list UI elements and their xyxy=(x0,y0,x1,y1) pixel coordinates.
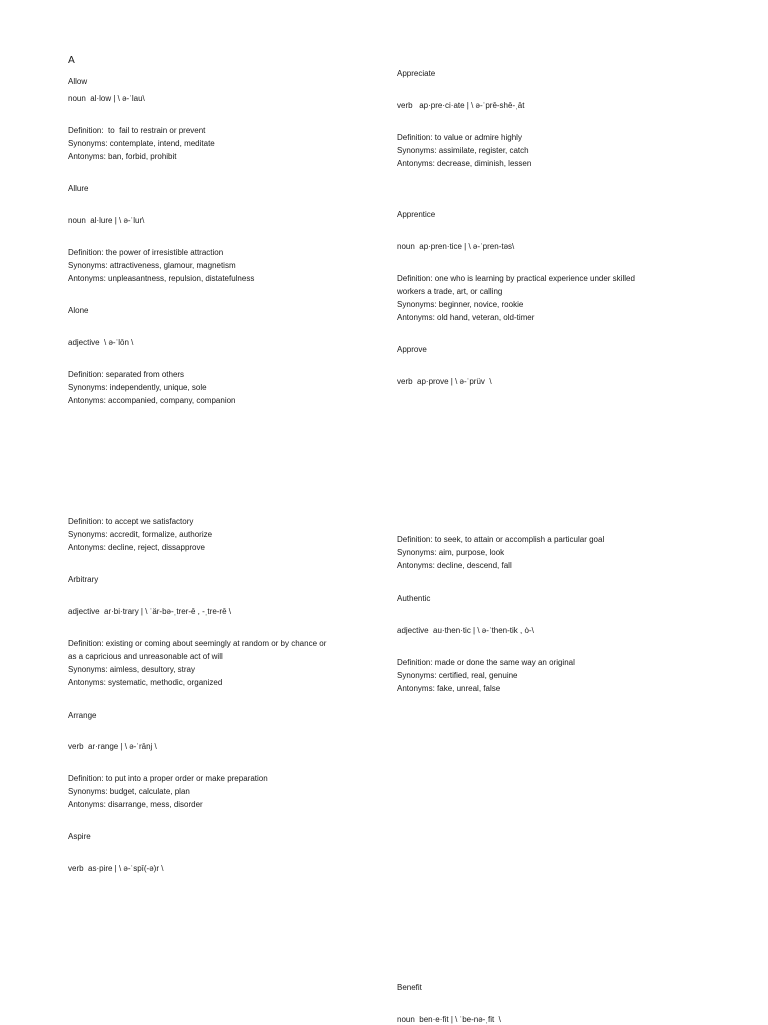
antonyms: Antonyms: accompanied, company, companion xyxy=(68,396,236,405)
headword: Approve xyxy=(397,345,427,354)
synonyms: Synonyms: budget, calculate, plan xyxy=(68,787,190,796)
synonyms: Synonyms: aimless, desultory, stray xyxy=(68,665,196,674)
definition: Definition: to value or admire highly xyxy=(397,133,522,142)
antonyms: Antonyms: decline, reject, dissapprove xyxy=(68,543,205,552)
pronunciation: noun ap·pren·tice | \ ə-ˈpren-təs\ xyxy=(397,242,515,251)
definition: Definition: the power of irresistible attraction xyxy=(68,248,224,257)
definition: Definition: made or done the same way an original xyxy=(397,658,575,667)
headword: Alone xyxy=(68,306,89,315)
headword: Authentic xyxy=(397,594,431,603)
pronunciation: noun al·lure | \ ə-ˈlur\ xyxy=(68,216,145,225)
antonyms: Antonyms: systematic, methodic, organized xyxy=(68,678,223,687)
antonyms: Antonyms: disarrange, mess, disorder xyxy=(68,800,203,809)
synonyms: Synonyms: independently, unique, sole xyxy=(68,383,207,392)
pronunciation: adjective \ ə-ˈlōn \ xyxy=(68,338,134,347)
definition-continued: as a capricious and unreasonable act of will xyxy=(68,652,223,661)
pronunciation: adjective au·then·tic | \ ə-ˈthen-tik , ȯ-\ xyxy=(397,626,534,635)
antonyms: Antonyms: decline, descend, fall xyxy=(397,561,512,570)
definition-continued: workers a trade, art, or calling xyxy=(397,287,503,296)
headword: Appreciate xyxy=(397,69,436,78)
definition: Definition: to fail to restrain or prevent xyxy=(68,126,206,135)
pronunciation: verb ap·prove | \ ə-ˈprüv \ xyxy=(397,377,492,386)
definition: Definition: to seek, to attain or accomplish a particular goal xyxy=(397,535,605,544)
synonyms: Synonyms: certified, real, genuine xyxy=(397,671,518,680)
headword: Allow xyxy=(68,77,88,86)
antonyms: Antonyms: unpleasantness, repulsion, distatefulness xyxy=(68,274,255,283)
pronunciation: noun al·low | \ ə-ˈlau\ xyxy=(68,94,145,103)
headword: Aspire xyxy=(68,832,91,841)
definition: Definition: separated from others xyxy=(68,370,185,379)
antonyms: Antonyms: ban, forbid, prohibit xyxy=(68,152,177,161)
synonyms: Synonyms: assimilate, register, catch xyxy=(397,146,529,155)
synonyms: Synonyms: attractiveness, glamour, magnetism xyxy=(68,261,236,270)
synonyms: Synonyms: beginner, novice, rookie xyxy=(397,300,524,309)
antonyms: Antonyms: fake, unreal, false xyxy=(397,684,501,693)
definition: Definition: to accept we satisfactory xyxy=(68,517,194,526)
headword: Allure xyxy=(68,184,89,193)
synonyms: Synonyms: contemplate, intend, meditate xyxy=(68,139,215,148)
headword: Apprentice xyxy=(397,210,436,219)
antonyms: Antonyms: old hand, veteran, old-timer xyxy=(397,313,535,322)
headword: Arrange xyxy=(68,711,97,720)
antonyms: Antonyms: decrease, diminish, lessen xyxy=(397,159,532,168)
definition: Definition: existing or coming about seemingly at random or by chance or xyxy=(68,639,327,648)
section-letter: A xyxy=(68,55,75,66)
synonyms: Synonyms: accredit, formalize, authorize xyxy=(68,530,213,539)
headword: Arbitrary xyxy=(68,575,99,584)
pronunciation: noun ben·e·fit | \ ˈbe-nə-ˌfit \ xyxy=(397,1015,501,1024)
pronunciation: verb as·pire | \ ə-ˈspī(-ə)r \ xyxy=(68,864,164,873)
definition: Definition: to put into a proper order or make preparation xyxy=(68,774,268,783)
synonyms: Synonyms: aim, purpose, look xyxy=(397,548,505,557)
pronunciation: verb ap·pre·ci·ate | \ ə-ˈprē-shē-ˌāt xyxy=(397,101,525,110)
definition: Definition: one who is learning by practical experience under skilled xyxy=(397,274,635,283)
headword: Benefit xyxy=(397,983,422,992)
pronunciation: verb ar·range | \ ə-ˈrānj \ xyxy=(68,742,157,751)
pronunciation: adjective ar·bi·trary | \ ˈär-bə-ˌtrer-ē , -ˌtre-rē \ xyxy=(68,607,231,616)
